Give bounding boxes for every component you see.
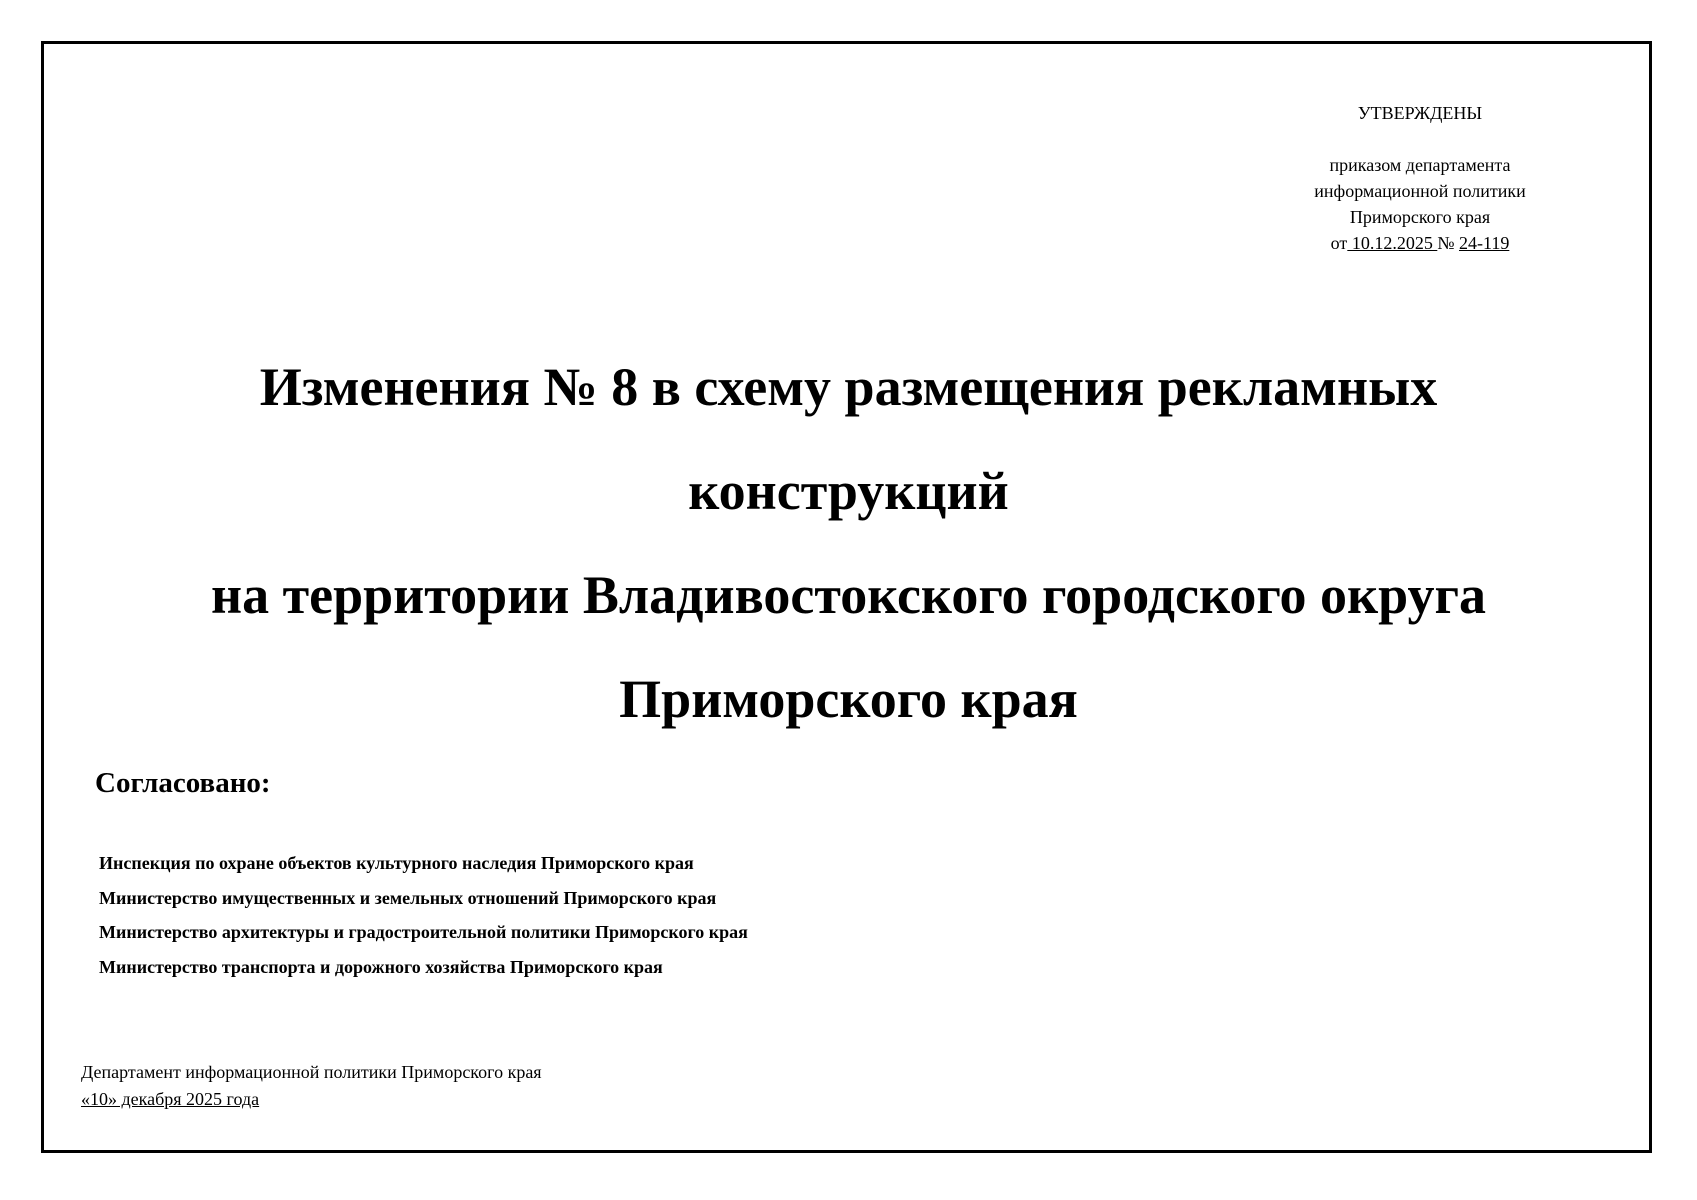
approval-stamp <box>1250 100 1590 256</box>
title-line: Изменения № 8 в схему размещения рекламных <box>259 357 1438 417</box>
list-item: Министерство архитектуры и градостроительной политики Приморского края <box>99 922 748 942</box>
approval-line: Приморского края <box>1349 207 1491 227</box>
agreed-heading: Согласовано: <box>95 767 271 799</box>
list-item: Министерство транспорта и дорожного хозяйства Приморского края <box>99 956 663 977</box>
title-line: на территории Владивостокского городского округа <box>211 565 1486 625</box>
approval-line: приказом департамента <box>1329 155 1511 175</box>
footer <box>81 1059 542 1113</box>
title-line: конструкций <box>688 461 1009 521</box>
approval-title: УТВЕРЖДЕНЫ <box>1357 103 1483 123</box>
title-line: Приморского края <box>619 669 1078 729</box>
list-item: Министерство имущественных и земельных отношений Приморского края <box>99 887 717 908</box>
approval-date: 10.12.2025 <box>1347 233 1438 253</box>
agencies-list <box>99 846 748 984</box>
approval-date-line <box>1250 230 1590 256</box>
list-item: Инспекция по охране объектов культурного наследия Приморского края <box>99 853 694 873</box>
approval-date-prefix: от <box>1330 233 1348 253</box>
footer-department: Департамент информационной политики Приморского края <box>81 1062 542 1082</box>
document-title <box>60 335 1637 751</box>
footer-date: «10» декабря 2025 года <box>81 1089 260 1109</box>
approval-line: информационной политики <box>1314 181 1526 201</box>
approval-number-prefix: № <box>1437 233 1459 253</box>
approval-number: 24-119 <box>1459 233 1510 253</box>
